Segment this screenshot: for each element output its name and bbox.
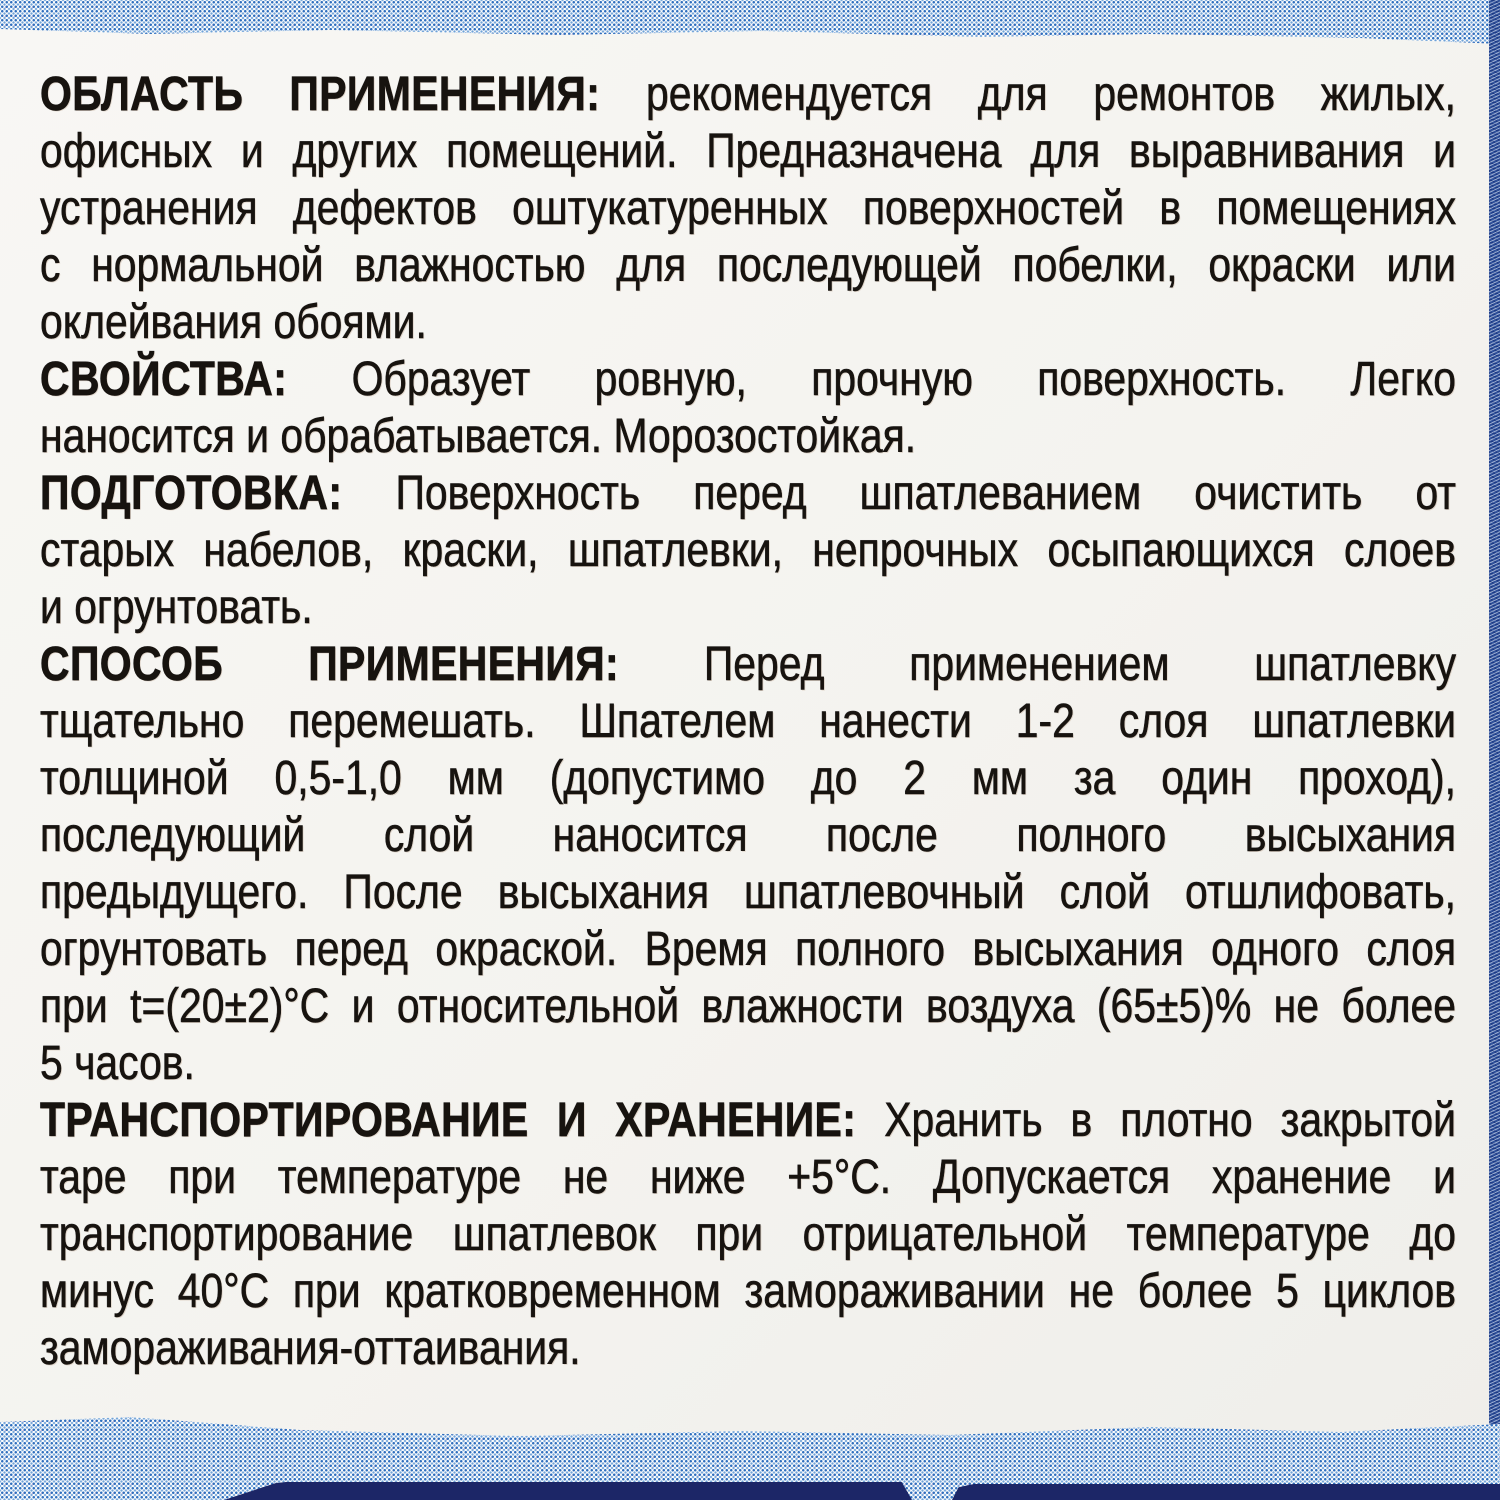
text-line-content: Хранить в плотно закрытой <box>884 1094 1457 1147</box>
text-line <box>40 351 1456 408</box>
section-heading: СВОЙСТВА: <box>40 353 288 406</box>
text-line: оклейвания обоями. <box>40 296 427 349</box>
section-heading: ПОДГОТОВКА: <box>40 467 343 520</box>
label-top-border <box>0 0 1500 46</box>
text-line-content: Поверхность перед шпатлеванием очистить от <box>395 467 1457 520</box>
text-line: с нормальной влажностью для последующей побелки, окраски или <box>40 239 1457 292</box>
section-heading: СПОСОБ ПРИМЕНЕНИЯ: <box>40 638 620 691</box>
text-line: старых набелов, краски, шпатлевки, непрочных осыпающихся слоев <box>40 524 1457 577</box>
bottom-graphic-right <box>952 1484 1500 1500</box>
text-line: офисных и других помещений. Предназначена для выравнивания и <box>40 125 1457 178</box>
text-line: наносится и обрабатывается. Морозостойкая. <box>40 410 917 463</box>
text-line-content: рекомендуется для ремонтов жилых, <box>645 68 1457 121</box>
section-transport-storage <box>40 1092 1456 1377</box>
text-line: транспортирование шпатлевок при отрицательной температуре до <box>40 1208 1457 1261</box>
text-line <box>40 465 1456 522</box>
text-line: таре при температуре не ниже +5°С. Допускается хранение и <box>40 1151 1457 1204</box>
text-line-content: Образует ровную, прочную поверхность. Легко <box>351 353 1457 406</box>
text-line: устранения дефектов оштукатуренных поверхностей в помещениях <box>40 182 1457 235</box>
section-heading: ОБЛАСТЬ ПРИМЕНЕНИЯ: <box>40 68 601 121</box>
text-line: при t=(20±2)°С и относительной влажности воздуха (65±5)% не более <box>40 980 1457 1033</box>
text-line: толщиной 0,5-1,0 мм (допустимо до 2 мм за один проход), <box>40 752 1457 805</box>
text-line: минус 40°С при кратковременном замораживании не более 5 циклов <box>40 1265 1457 1318</box>
text-line: огрунтовать перед окраской. Время полного высыхания одного слоя <box>40 923 1457 976</box>
text-line: 5 часов. <box>40 1037 195 1090</box>
section-preparation <box>40 465 1456 636</box>
section-usage-method <box>40 636 1456 1092</box>
text-line <box>40 636 1456 693</box>
text-line: предыдущего. После высыхания шпатлевочный слой отшлифовать, <box>40 866 1457 919</box>
text-line: тщательно перемешать. Шпателем нанести 1-2 слоя шпатлевки <box>40 695 1457 748</box>
text-line <box>40 66 1456 123</box>
bottom-graphic-left <box>224 1482 912 1500</box>
text-line <box>40 1092 1456 1149</box>
text-line: и огрунтовать. <box>40 581 313 634</box>
section-properties <box>40 351 1456 465</box>
text-line: последующий слой наносится после полного высыхания <box>40 809 1457 862</box>
section-heading: ТРАНСПОРТИРОВАНИЕ И ХРАНЕНИЕ: <box>40 1094 857 1147</box>
label-right-border <box>1489 0 1500 1500</box>
section-application-area <box>40 66 1456 351</box>
text-line-content: Перед применением шпатлевку <box>703 638 1457 691</box>
text-line: замораживания-оттаивания. <box>40 1322 581 1375</box>
label-text <box>40 66 1456 1377</box>
